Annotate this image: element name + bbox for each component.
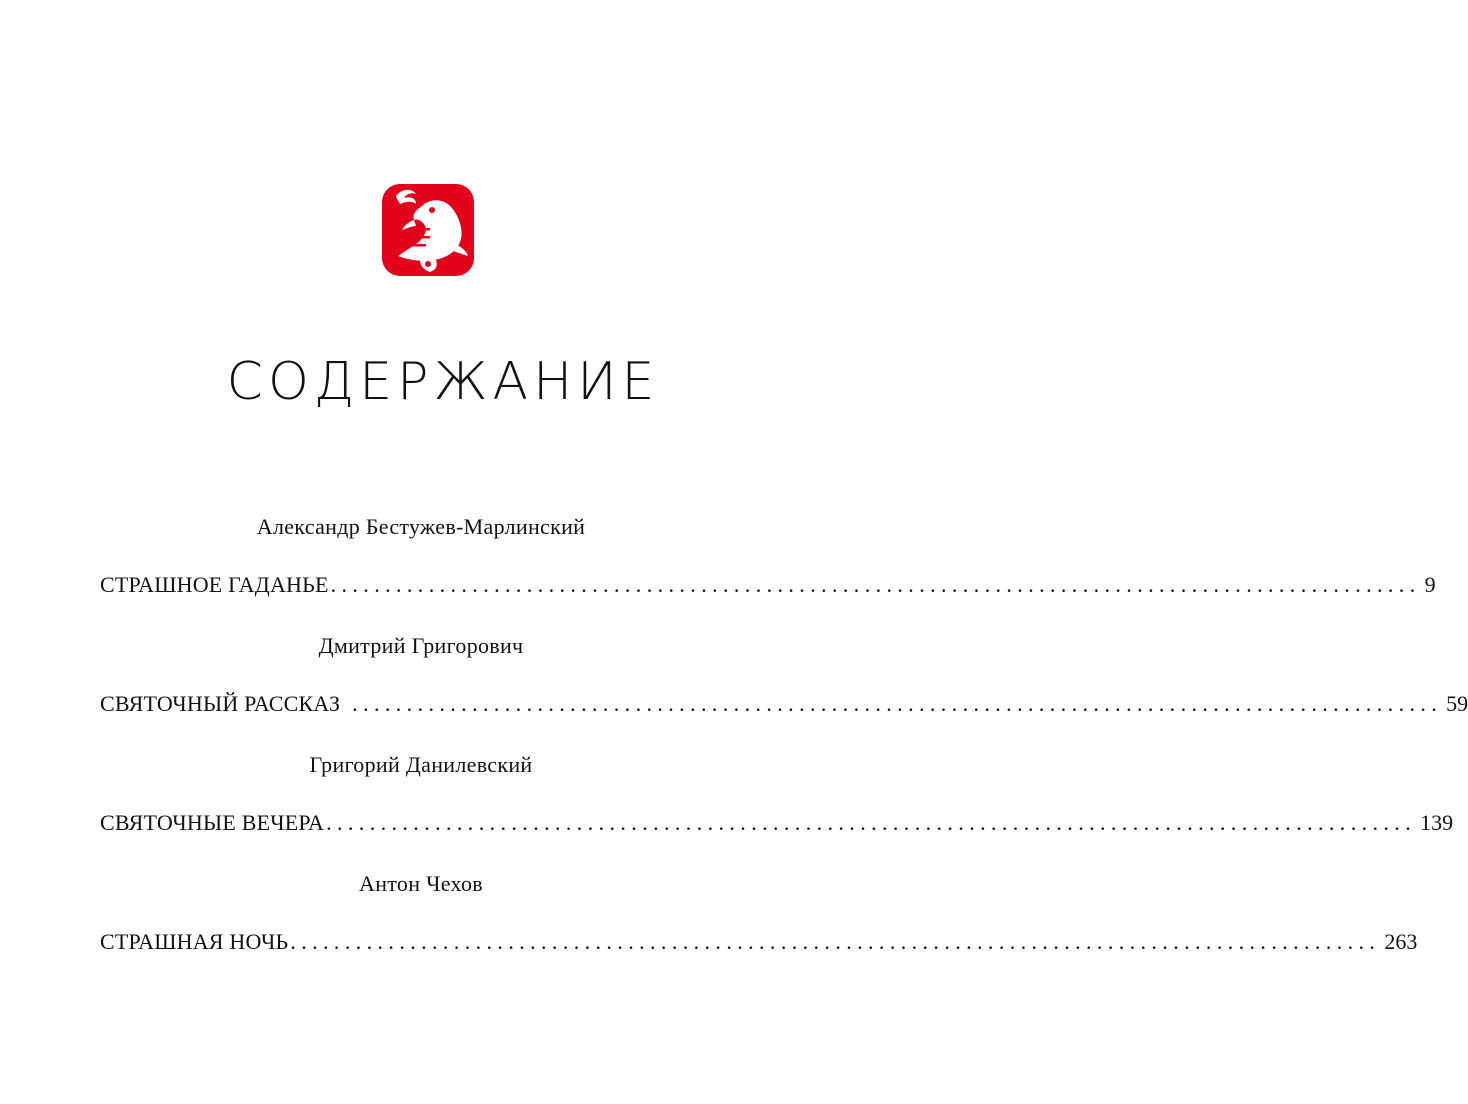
toc-author: Дмитрий Григорович — [318, 633, 524, 658]
page-title: СОДЕРЖАНИЕ — [226, 352, 660, 412]
toc-entry[interactable] — [100, 809, 1454, 837]
toc-leader-dots: .................................................................................................... — [330, 572, 1421, 597]
toc-author: Александр Бестужев-Марлинский — [256, 514, 586, 539]
toc-author: Антон Чехов — [359, 871, 483, 896]
toc-leader-dots: .................................................................................................... — [352, 691, 1443, 716]
toc-page-number: 263 — [1384, 929, 1418, 954]
publisher-logo — [382, 184, 474, 276]
toc-page-number: 9 — [1424, 572, 1436, 597]
toc-entry-title: СВЯТОЧНЫЕ ВЕЧЕРА — [100, 810, 325, 835]
toc-leader-dots: .................................................................................................... — [326, 810, 1417, 835]
toc-leader-dots: .................................................................................................... — [290, 929, 1381, 954]
toc-page-number: 59 — [1446, 691, 1468, 716]
toc-entry[interactable] — [100, 571, 1436, 599]
toc-entry-title: СВЯТОЧНЫЙ РАССКАЗ — [100, 691, 341, 716]
toc-entry-title: СТРАШНАЯ НОЧЬ — [100, 929, 289, 954]
toc-entry-title: СТРАШНОЕ ГАДАНЬЕ — [100, 572, 329, 597]
toc-author: Григорий Данилевский — [309, 752, 533, 777]
toc-page-number: 139 — [1420, 810, 1454, 835]
toc-entry[interactable] — [100, 690, 1468, 718]
bird-icon — [382, 184, 474, 276]
toc-entry[interactable] — [100, 928, 1418, 956]
